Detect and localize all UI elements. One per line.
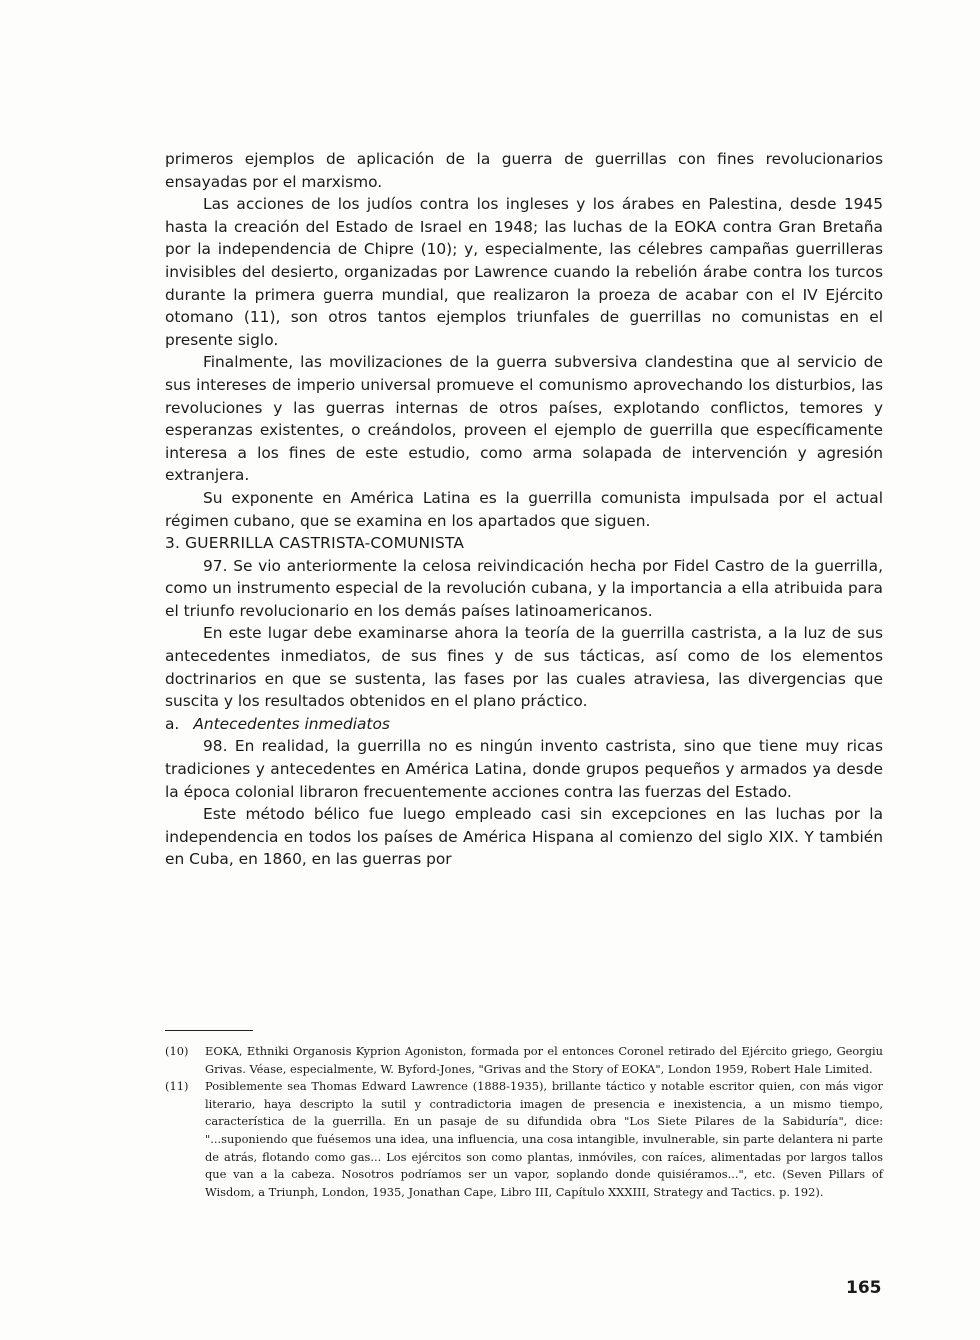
footnote-marker: (11) [165,1079,189,1094]
footnote-10 [165,1043,883,1078]
page-number: 165 [846,1278,882,1298]
footnotes [165,1043,883,1201]
subheading [165,713,883,736]
paragraph-continuation: primeros ejemplos de aplicación de la guerra de guerrillas con fines revolucionarios ensayadas por el marxismo. [165,150,883,191]
footnote-text: Posiblemente sea Thomas Edward Lawrence (1888-1935), brillante táctico y notable escritor quien, con más vigor literario, haya descripto la sutil y contradictoria imagen de presencia e inexistencia, a un mismo tiempo, característica de la guerrilla. En un pasaje de su difundida obra "Los Siete Pilares de la Sabiduría", dice: "...suponiendo que fuésemos una idea, una influencia, una cosa intangible, invulnerable, sin parte delantera ni parte de atrás, flotando como gas... Los ejércitos son como plantas, inmóviles, con raíces, alimentadas por largos tallos que van a la cabeza. Nosotros podríamos ser un vapor, soplando donde quisiéramos...", etc. (Seven Pillars of Wisdom, a Triunph, London, 1935, Jonathan Cape, Libro III, Capítulo XXXIII, Strategy and Tactics. p. 192). [205,1079,883,1199]
main-text-block-1 [165,148,883,871]
paragraph-teoria: En este lugar debe examinarse ahora la teoría de la guerrilla castrista, a la luz de sus antecedentes inmediatos, de sus fines y de sus tácticas, así como de los elementos doctrinarios en que se sustenta, las fases por las cuales atraviesa, las divergencias que suscita y los resultados obtenidos en el plano práctico. [165,624,883,711]
footnote-marker: (10) [165,1044,189,1058]
subheading-title: Antecedentes inmediatos [193,714,390,733]
paragraph-metodo: Este método bélico fue luego empleado casi sin excepciones en las luchas por la independencia en todos los países de América Hispana al comienzo del siglo XIX. Y también en Cuba, en 1860, en las guerras por [165,805,883,869]
footnote-text: EOKA, Ethniki Organosis Kyprion Agoniston, formada por el entonces Coronel retirado del Ejército griego, Georgiu Grivas. Véase, especialmente, W. Byford-Jones, "Grivas and the Story of EOKA", London 1959, Robert Hale Limited. [205,1044,883,1076]
paragraph-finalmente: Finalmente, las movilizaciones de la guerra subversiva clandestina que al servicio de sus intereses de imperio universal promueve el comunismo aprovechando los disturbios, las revoluciones y las guerras internas de otros países, explotando conflictos, temores y esperanzas existentes, o creándolos, proveen el ejemplo de guerrilla que específicamente interesa a los fines de este estudio, como arma solapada de intervención y agresión extranjera. [165,353,883,485]
subheading-letter: a. [165,714,180,733]
footnote-11 [165,1078,883,1201]
paragraph-97: 97. Se vio anteriormente la celosa reivindicación hecha por Fidel Castro de la guerrilla, como un instrumento especial de la revolución cubana, y la importancia a ella atribuida para el triunfo revolucionario en los demás países latinoamericanos. [165,556,883,620]
paragraph-98: 98. En realidad, la guerrilla no es ningún invento castrista, sino que tiene muy ricas tradiciones y antecedentes en América Latina, donde grupos pequeños y armados ya desde la época colonial libraron frecuentemente acciones contra las fuerzas del Estado. [165,737,883,801]
footnote-divider [165,1030,253,1031]
paragraph-su-exponente: Su exponente en América Latina es la guerrilla comunista impulsada por el actual régimen cubano, que se examina en los apartados que siguen. [165,488,883,530]
section-heading: 3. GUERRILLA CASTRISTA-COMUNISTA [165,534,465,553]
paragraph-palestina: Las acciones de los judíos contra los ingleses y los árabes en Palestina, desde 1945 hasta la creación del Estado de Israel en 1948; las luchas de la EOKA contra Gran Bretaña por la independencia de Chipre (10); y, especialmente, las célebres campañas guerrilleras invisibles del desierto, organizadas por Lawrence cuando la rebelión árabe contra los turcos durante la primera guerra mundial, que realizaron la proeza de acabar con el IV Ejército otomano (11), son otros tantos ejemplos triunfales de guerrillas no comunistas en el presente siglo. [165,195,883,349]
